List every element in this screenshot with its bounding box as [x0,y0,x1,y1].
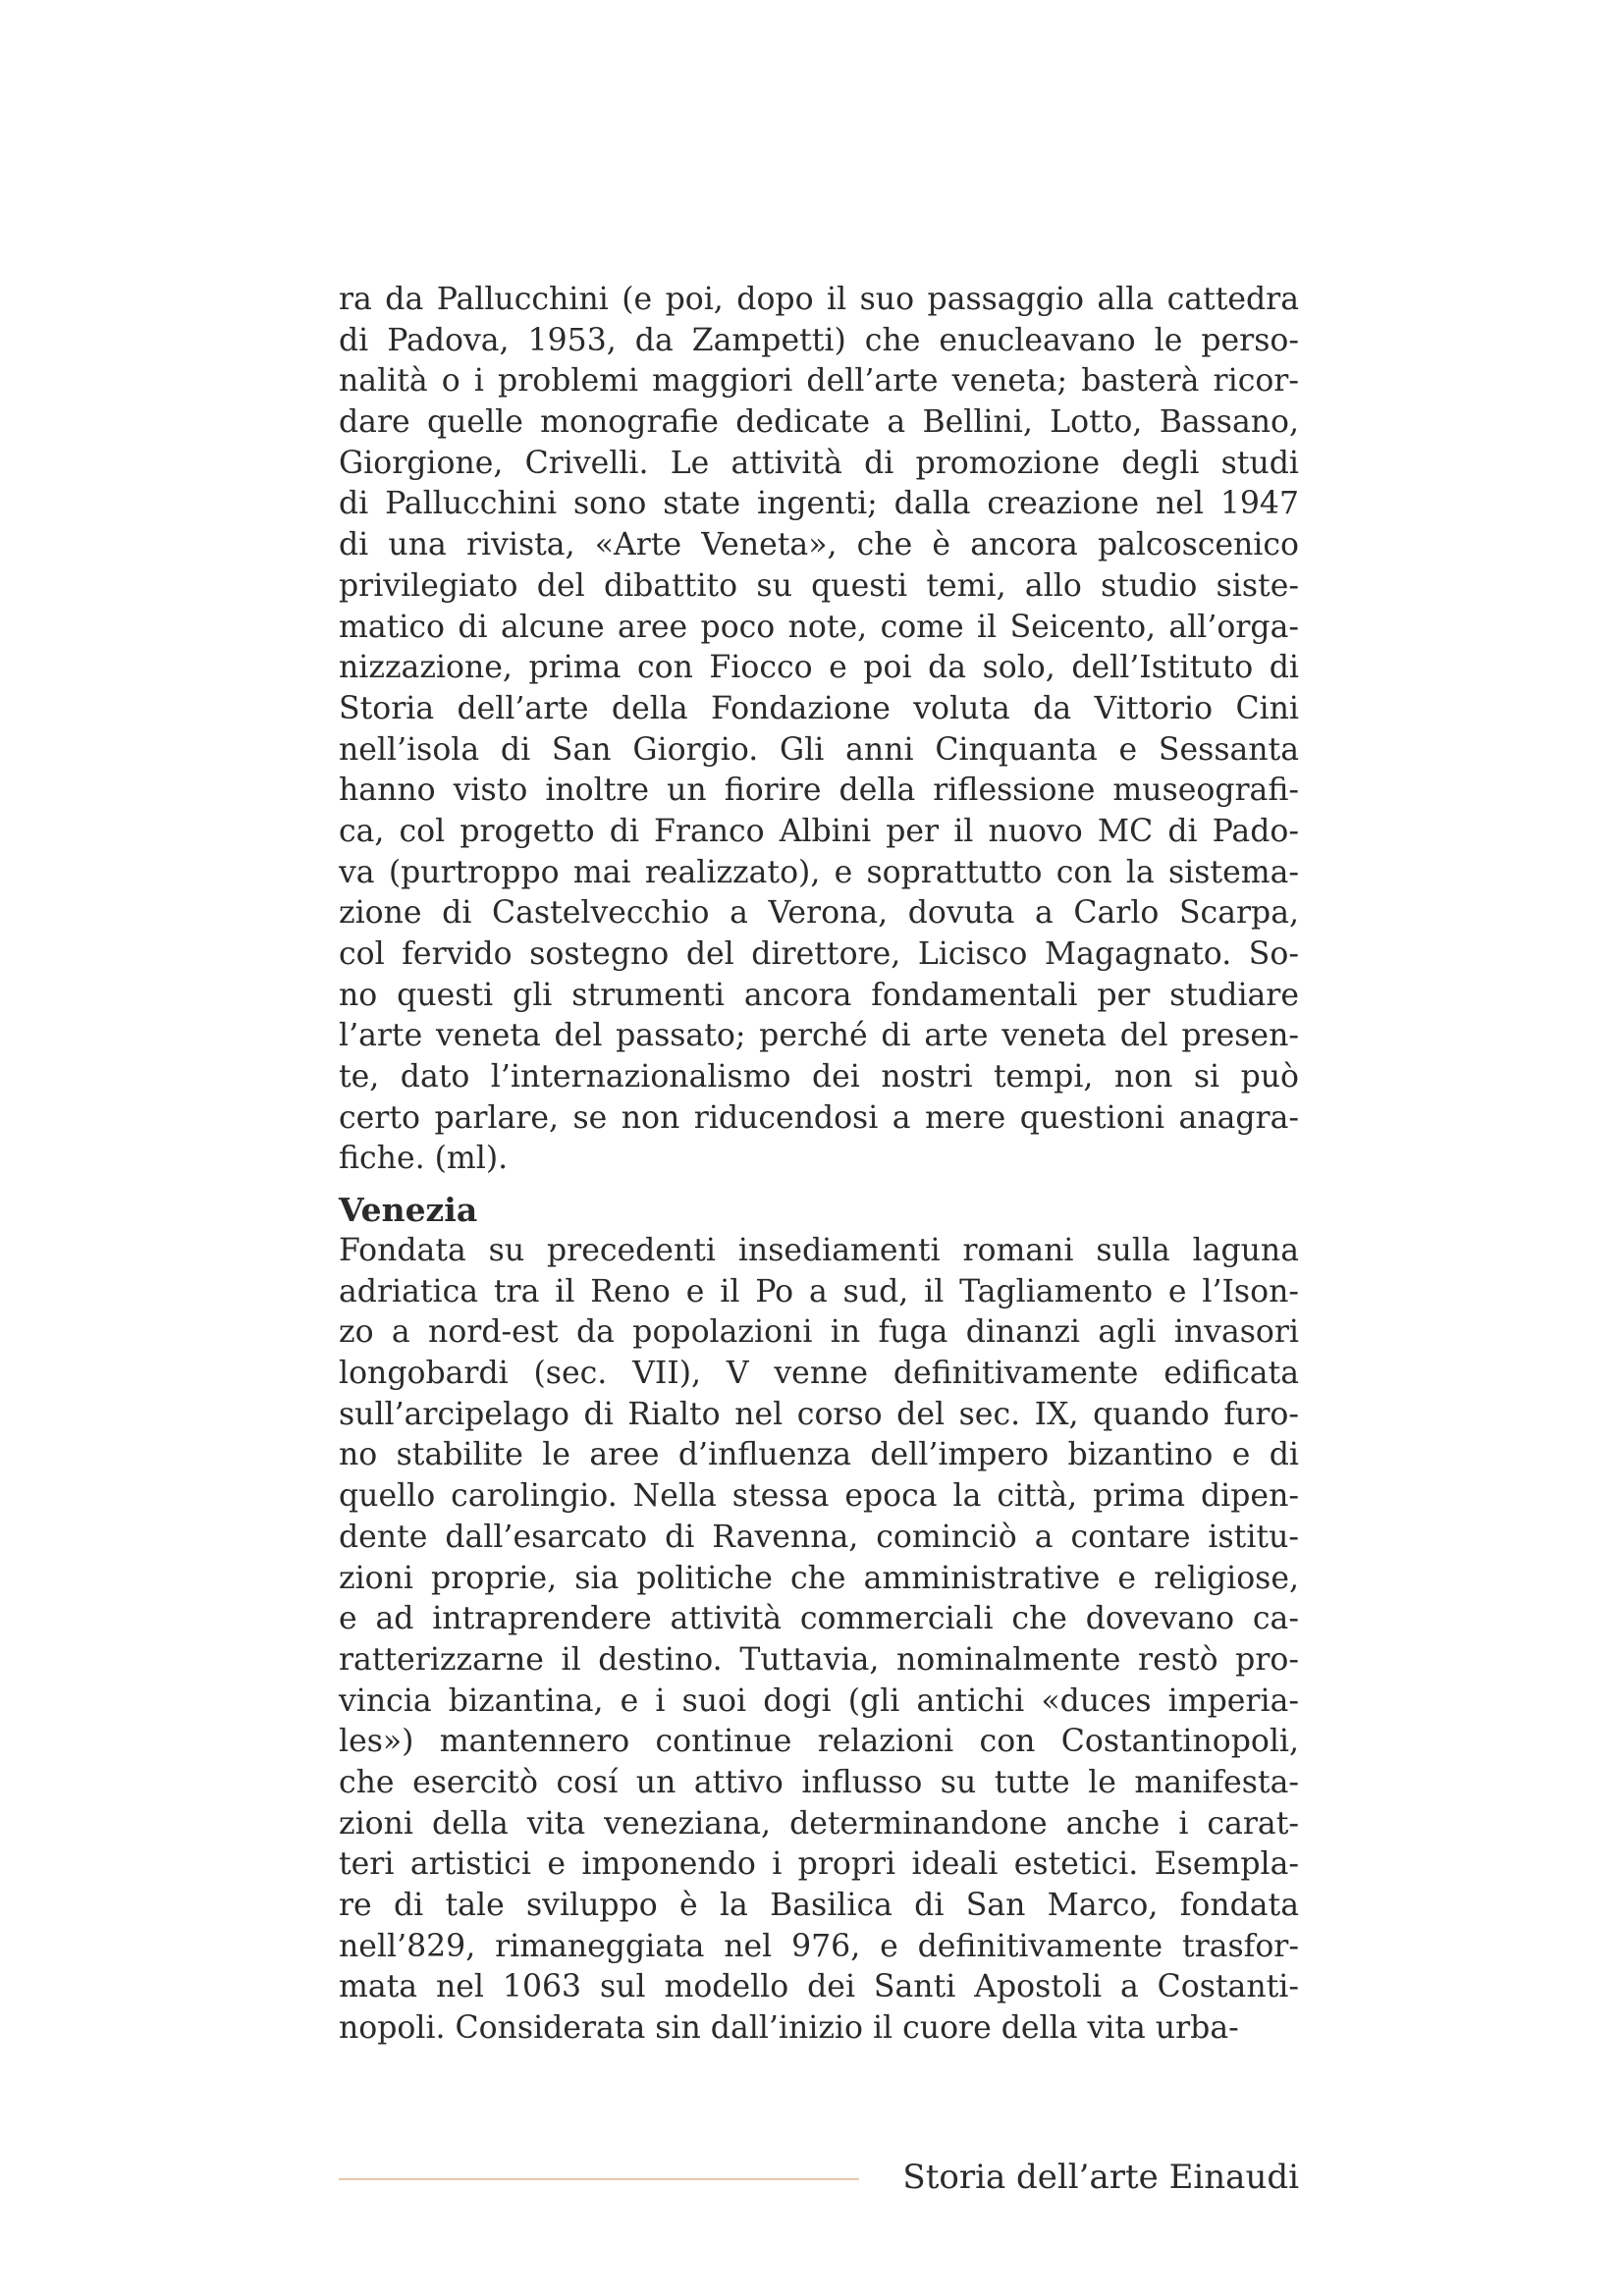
text-line: zioni proprie, sia politiche che amministrative e religiose, [339,1560,1299,1596]
text-line: Storia dell’arte della Fondazione voluta da Vittorio Cini [339,690,1299,726]
text-line: quello carolingio. Nella stessa epoca la città, prima dipen- [339,1478,1299,1515]
text-line: zioni della vita veneziana, determinandone anche i carat- [339,1805,1299,1842]
text-line: sull’arcipelago di Rialto nel corso del sec. IX, quando furo- [339,1396,1299,1432]
paragraph-venezia [339,1231,1299,2050]
text-line: matico di alcune aree poco note, come il Seicento, all’orga- [339,609,1299,645]
text-line: ca, col progetto di Franco Albini per il nuovo MC di Pado- [339,813,1299,849]
text-line: mata nel 1063 sul modello dei Santi Apostoli a Costanti- [339,1969,1299,2005]
text-line: nell’isola di San Giorgio. Gli anni Cinquanta e Sessanta [339,731,1299,768]
text-line: ra da Pallucchini (e poi, dopo il suo passaggio alla cattedra [339,282,1299,317]
footer-rule [339,2178,859,2180]
text-line: di Padova, 1953, da Zampetti) che enucleavano le perso- [339,322,1299,358]
text-line: va (purtroppo mai realizzato), e soprattutto con la sistema- [339,854,1299,890]
text-line: nalità o i problemi maggiori dell’arte veneta; basterà ricor- [339,363,1299,400]
text-line: e ad intraprendere attività commerciali che dovevano ca- [339,1601,1299,1637]
text-line: re di tale sviluppo è la Basilica di San Marco, fondata [339,1888,1299,1923]
text-line: les») mantennero continue relazioni con Costantinopoli, [339,1724,1299,1760]
text-line: ratterizzarne il destino. Tuttavia, nominalmente restò pro- [339,1641,1299,1678]
text-line: dente dall’esarcato di Ravenna, cominciò a contare istitu- [339,1519,1299,1555]
text-line: certo parlare, se non riducendosi a mere questioni anagra- [339,1099,1299,1136]
paragraph-pallucchini [339,280,1299,1180]
text-line: adriatica tra il Reno e il Po a sud, il Tagliamento e l’Ison- [339,1273,1299,1309]
text-line: dare quelle monografie dedicate a Bellini, Lotto, Bassano, [339,404,1299,441]
text-line: nizzazione, prima con Fiocco e poi da solo, dell’Istituto di [339,650,1299,686]
text-line: di Pallucchini sono state ingenti; dalla creazione nel 1947 [339,486,1299,522]
text-line: vincia bizantina, e i suoi dogi (gli antichi «duces imperia- [339,1682,1299,1719]
text-line: zione di Castelvecchio a Verona, dovuta a Carlo Scarpa, [339,895,1299,932]
text-line: col fervido sostegno del direttore, Licisco Magagnato. So- [339,936,1299,972]
text-line: no questi gli strumenti ancora fondamentali per studiare [339,977,1299,1013]
section-heading-venezia: Venezia [339,1191,478,1229]
text-line: teri artistici e imponendo i propri ideali estetici. Esempla- [339,1846,1299,1883]
text-line: zo a nord-est da popolazioni in fuga dinanzi agli invasori [339,1314,1299,1351]
text-line: privilegiato del dibattito su questi temi, allo studio siste- [339,567,1299,604]
text-line: l’arte veneta del passato; perché di arte veneta del presen- [339,1018,1299,1054]
text-line: nopoli. Considerata sin dall’inizio il cuore della vita urba- [339,2010,1239,2047]
text-line: hanno visto inoltre un fiorire della riflessione museografi- [339,773,1299,809]
text-line: longobardi (sec. VII), V venne definitivamente edificata [339,1356,1299,1392]
text-line: che esercitò cosí un attivo influsso su tutte le manifesta- [339,1764,1299,1800]
text-line: di una rivista, «Arte Veneta», che è ancora palcoscenico [339,527,1299,563]
text-line: te, dato l’internazionalismo dei nostri tempi, non si può [339,1059,1299,1095]
text-line: nell’829, rimaneggiata nel 976, e definitivamente trasfor- [339,1928,1299,1964]
text-line: Giorgione, Crivelli. Le attività di promozione degli studi [339,445,1299,481]
text-line: fiche. (ml). [339,1141,509,1177]
text-line: no stabilite le aree d’influenza dell’impero bizantino e di [339,1437,1299,1473]
footer-book-title: Storia dell’arte Einaudi [902,2158,1299,2197]
text-line: Fondata su precedenti insediamenti romani sulla laguna [339,1233,1299,1268]
